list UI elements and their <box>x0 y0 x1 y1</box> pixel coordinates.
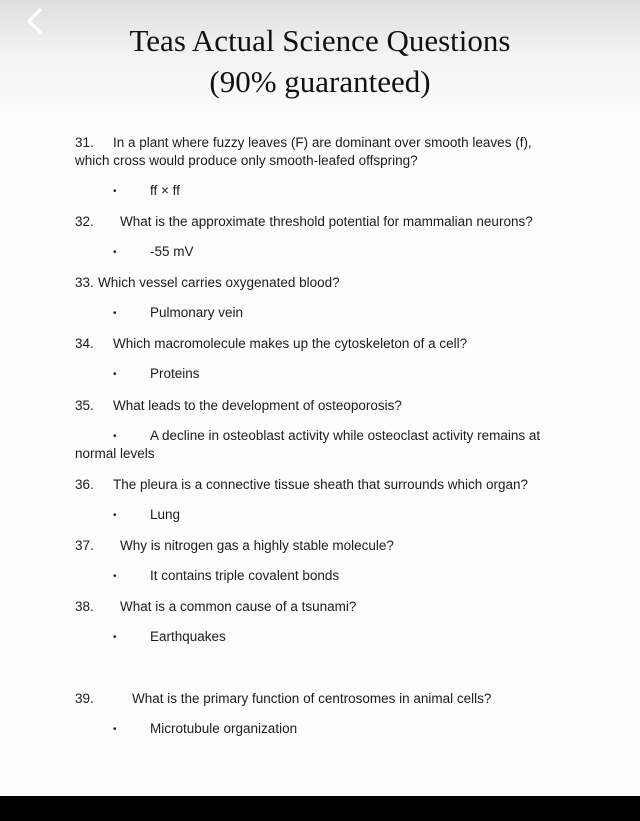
answer-text: Lung <box>150 507 181 522</box>
answer-text: Microtubule organization <box>150 721 298 736</box>
bullet-icon: • <box>113 571 117 582</box>
question-number: 37. <box>75 538 94 553</box>
question-number: 34. <box>75 336 94 351</box>
answer-text: ff × ff <box>150 183 180 198</box>
answer-text: A decline in osteoblast activity while osteoclast activity remains at <box>150 428 541 443</box>
bullet-icon: • <box>113 308 117 319</box>
answer-text: Proteins <box>150 366 200 381</box>
question-text: What is the primary function of centrosomes in animal cells? <box>132 691 492 706</box>
question-number: 36. <box>75 477 94 492</box>
bullet-icon: • <box>113 369 117 380</box>
bullet-icon: • <box>113 247 117 258</box>
question-text: The pleura is a connective tissue sheath that surrounds which organ? <box>113 477 528 492</box>
question-text: What leads to the development of osteoporosis? <box>113 398 402 413</box>
bullet-icon: • <box>113 724 117 735</box>
question-text: Which macromolecule makes up the cytoskeleton of a cell? <box>113 336 468 351</box>
bullet-icon: • <box>113 431 117 442</box>
question-number: 32. <box>75 214 94 229</box>
question-number: 38. <box>75 599 94 614</box>
question-text: Why is nitrogen gas a highly stable molecule? <box>120 538 394 553</box>
question-text-continued: which cross would produce only smooth-leafed offspring? <box>75 153 418 168</box>
question-text: Which vessel carries oxygenated blood? <box>98 275 340 290</box>
question-text: What is a common cause of a tsunami? <box>120 599 357 614</box>
title-line-2: (90% guaranteed) <box>209 64 431 99</box>
bottom-bar <box>0 796 640 821</box>
answer-text-continued: normal levels <box>75 446 155 461</box>
answer-text: Earthquakes <box>150 629 226 644</box>
question-number: 33. <box>75 275 94 290</box>
question-text: In a plant where fuzzy leaves (F) are dominant over smooth leaves (f), <box>113 135 532 150</box>
bullet-icon: • <box>113 510 117 521</box>
question-text: What is the approximate threshold potential for mammalian neurons? <box>120 214 533 229</box>
question-number: 31. <box>75 135 94 150</box>
question-number: 39. <box>75 691 94 706</box>
answer-text: -55 mV <box>150 244 194 259</box>
page-title <box>0 20 640 102</box>
bullet-icon: • <box>113 186 117 197</box>
title-line-1: Teas Actual Science Questions <box>129 23 511 58</box>
question-number: 35. <box>75 398 94 413</box>
answer-text: Pulmonary vein <box>150 305 244 320</box>
answer-text: It contains triple covalent bonds <box>150 568 340 583</box>
bullet-icon: • <box>113 632 117 643</box>
